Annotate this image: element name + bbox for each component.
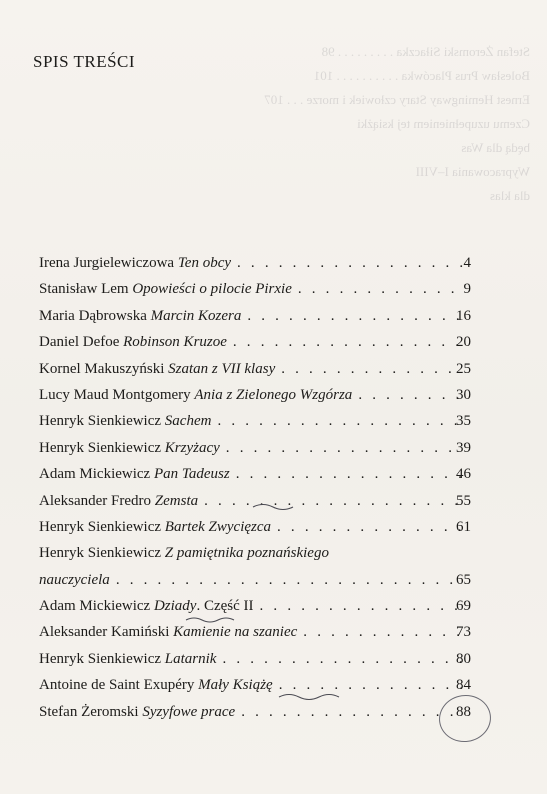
entry-page-number: 80 bbox=[456, 650, 471, 667]
entry-title: Syzyfowe prace bbox=[142, 703, 236, 720]
entry-title: Ania z Zielonego Wzgórza bbox=[194, 386, 353, 403]
entry-author: Aleksander Kamiński bbox=[39, 624, 170, 641]
entry-author: Henryk Sienkiewicz bbox=[39, 413, 162, 430]
entry-page-number: 9 bbox=[463, 281, 471, 298]
entry-title: Z pamiętnika poznańskiego bbox=[164, 545, 329, 562]
bleed-line: Czemu uzupełnieniem tej książki bbox=[357, 116, 530, 131]
underline-maly-ksiaze bbox=[279, 695, 339, 700]
entry-page-number: 25 bbox=[456, 360, 471, 377]
entry-author: Stanisław Lem bbox=[39, 281, 129, 298]
entry-page-number: 55 bbox=[456, 492, 471, 509]
entry-author: Lucy Maud Montgomery bbox=[39, 386, 191, 403]
entry-author: Adam Mickiewicz bbox=[39, 598, 151, 615]
entry-title: Dziady bbox=[153, 598, 197, 615]
entry-page-number: 20 bbox=[456, 334, 471, 351]
bleed-line: Bolesław Prus Placówka . . . . . . . . . . 101 bbox=[313, 68, 530, 83]
bleed-line: Ernest Hemingway Stary człowiek i morze . . . 107 bbox=[264, 92, 530, 107]
entry-title: Zemsta bbox=[154, 492, 199, 509]
entry-page-number: 84 bbox=[456, 677, 471, 694]
underline-dziady bbox=[186, 618, 234, 622]
entry-author: Maria Dąbrowska bbox=[39, 307, 147, 324]
entry-title: Latarnik bbox=[164, 650, 217, 667]
entry-page-number: 69 bbox=[456, 598, 471, 615]
entry-title: Krzyżacy bbox=[164, 439, 220, 456]
entry-title: Mały Książę bbox=[198, 677, 273, 694]
entry-author: Aleksander Fredro bbox=[39, 492, 152, 509]
entry-page-number: 46 bbox=[456, 466, 471, 483]
entry-author: Adam Mickiewicz bbox=[39, 466, 151, 483]
entry-page-number: 4 bbox=[463, 255, 471, 271]
bleed-line: Wypracowania I–VIII bbox=[415, 164, 530, 179]
entry-title: Opowieści o pilocie Pirxie bbox=[132, 281, 292, 298]
entry-title: Sachem bbox=[164, 413, 212, 430]
bleed-line: dla klas bbox=[489, 188, 530, 203]
entry-title: Pan Tadeusz bbox=[153, 466, 230, 483]
entry-page-number: 39 bbox=[456, 439, 471, 456]
entry-author: Daniel Defoe bbox=[39, 334, 120, 351]
entry-title: Ten obcy bbox=[177, 255, 232, 271]
entry-page-number: 16 bbox=[456, 307, 471, 324]
entry-author: Henryk Sienkiewicz bbox=[39, 650, 162, 667]
entry-title: Marcin Kozera bbox=[150, 307, 242, 324]
underline-zemsta bbox=[253, 505, 293, 510]
entry-title: Szatan z VII klasy bbox=[168, 360, 276, 377]
entry-page-number: 88 bbox=[456, 703, 471, 720]
entry-title: Robinson Kruzoe bbox=[123, 334, 227, 351]
bleed-line: Stefan Żeromski Siłaczka . . . . . . . . . 98 bbox=[321, 44, 530, 59]
entry-author: Henryk Sienkiewicz bbox=[39, 439, 162, 456]
entry-page-number: 61 bbox=[456, 518, 471, 535]
entry-title: nauczyciela bbox=[39, 571, 110, 588]
entry-page-number: 65 bbox=[456, 571, 471, 588]
entry-author: Henryk Sienkiewicz bbox=[39, 518, 162, 535]
entry-title: Bartek Zwycięzca bbox=[164, 518, 272, 535]
entry-author: Antoine de Saint Exupéry bbox=[39, 677, 195, 694]
entry-author: Irena Jurgielewiczowa bbox=[39, 255, 175, 271]
entry-title-suffix: . Część II bbox=[196, 598, 254, 615]
entry-page-number: 35 bbox=[456, 413, 471, 430]
entry-page-number: 73 bbox=[456, 624, 471, 641]
page-title: SPIS TREŚCI bbox=[33, 52, 136, 71]
entry-page-number: 30 bbox=[456, 386, 471, 403]
entry-title: Kamienie na szaniec bbox=[173, 624, 298, 641]
entry-author: Kornel Makuszyński bbox=[39, 360, 165, 377]
bleed-line: będą dla Was bbox=[461, 140, 530, 155]
entry-author: Henryk Sienkiewicz bbox=[39, 545, 162, 562]
entry-author: Stefan Żeromski bbox=[39, 703, 139, 720]
